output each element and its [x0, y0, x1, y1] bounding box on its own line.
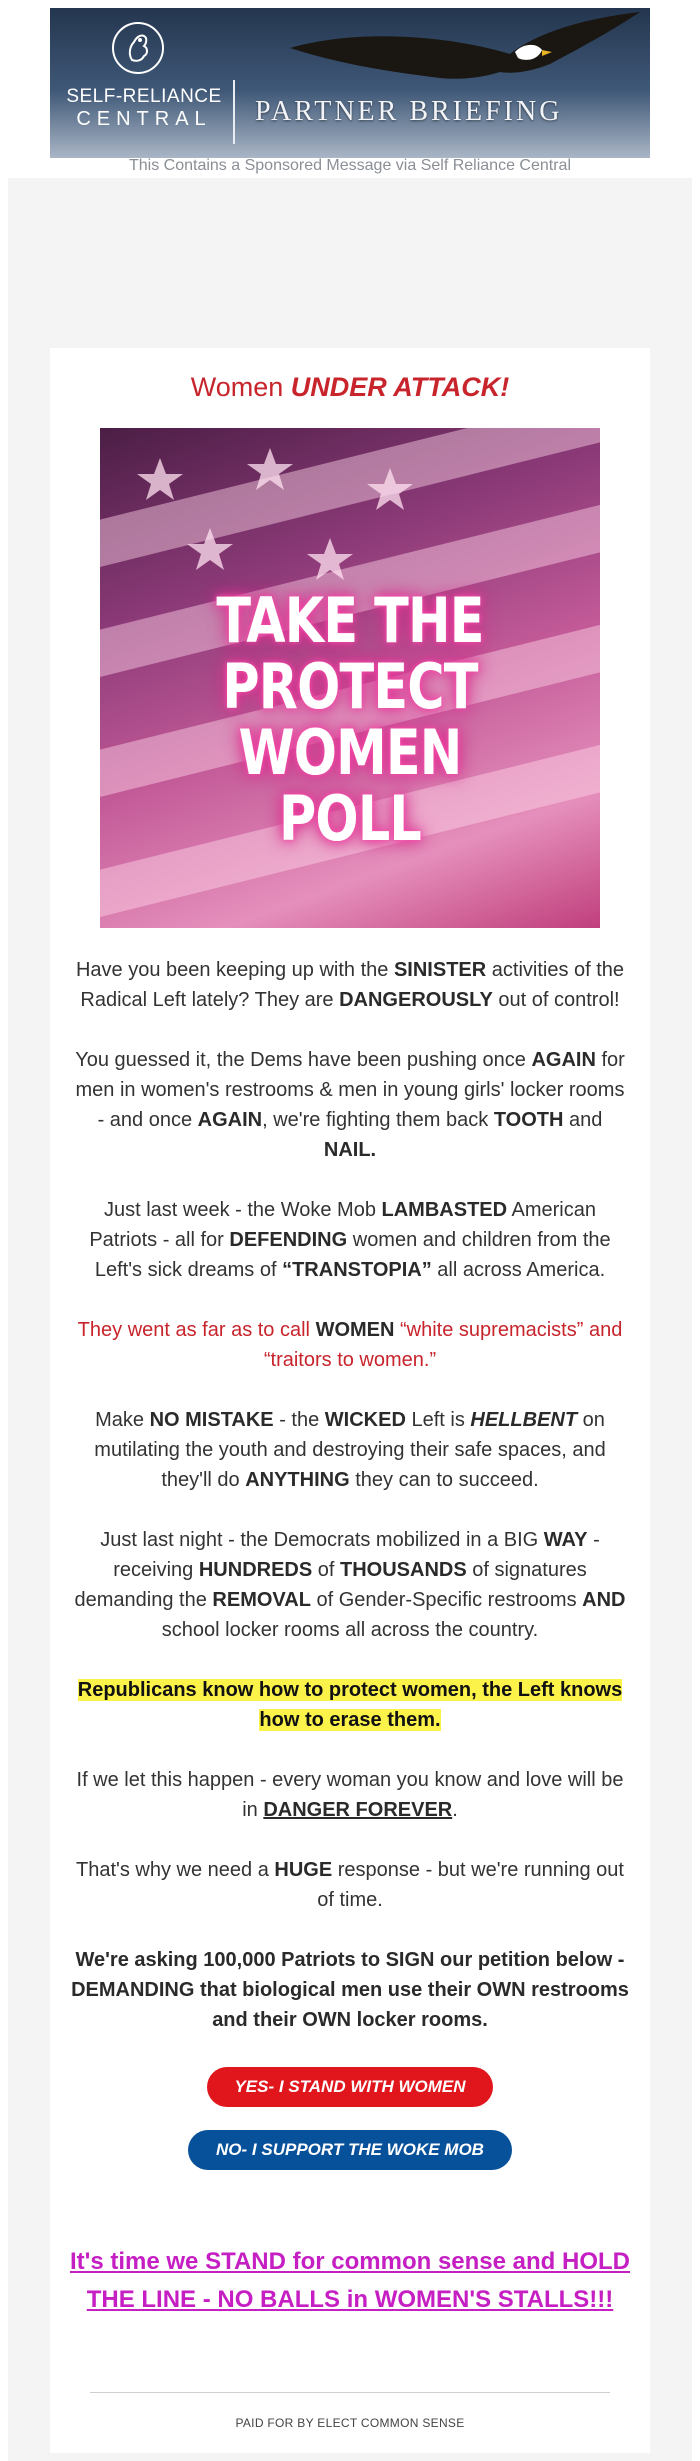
brand-name-line1: SELF-RELIANCE [66, 86, 222, 107]
yes-stand-with-women-button[interactable]: YES- I STAND WITH WOMEN [207, 2067, 493, 2107]
partner-briefing-title: PARTNER BRIEFING [255, 96, 563, 127]
sponsored-notice: This Contains a Sponsored Message via Self Reliance Central [128, 157, 571, 174]
paragraph-1: Have you been keeping up with the SINISTER activities of the Radical Left lately? They are DANGEROUSLY out of control! [75, 959, 625, 1011]
footer-disclaimer: PAID FOR BY ELECT COMMON SENSE [235, 2416, 465, 2430]
footer-divider [90, 2392, 610, 2393]
hero-title: TAKE THE PROTECT WOMEN POLL [216, 584, 484, 855]
headline: Women UNDER ATTACK! [190, 372, 510, 402]
flag-stars-icon [100, 428, 600, 608]
eagle-icon [280, 8, 650, 98]
paragraph-3: Just last week - the Woke Mob LAMBASTED American Patriots - all for DEFENDING women and children from the Left's sick dreams of “TRANSTOPIA” all across America. [89, 1199, 611, 1281]
header-banner[interactable] [50, 8, 650, 158]
brand-name-line2: CENTRAL [76, 108, 212, 130]
paragraph-8: If we let this happen - every woman you know and love will be in DANGER FOREVER. [76, 1769, 624, 1821]
paragraph-4: They went as far as to call WOMEN “white supremacists” and “traitors to women.” [77, 1319, 623, 1371]
paragraph-5: Make NO MISTAKE - the WICKED Left is HELLBENT on mutilating the youth and destroying their safe spaces, and they'll do ANYTHING they can to succeed. [94, 1409, 606, 1491]
cta-link[interactable]: It's time we STAND for common sense and HOLD THE LINE - NO BALLS in WOMEN'S STALLS!!! [69, 2248, 630, 2313]
no-support-woke-mob-button[interactable]: NO- I SUPPORT THE WOKE MOB [188, 2130, 512, 2170]
highlight-text: Republicans know how to protect women, the Left knows how to erase them. [77, 1679, 623, 1731]
hero-image[interactable] [100, 428, 600, 928]
paragraph-6: Just last night - the Democrats mobilized in a BIG WAY - receiving HUNDREDS of THOUSANDS of signatures demanding the REMOVAL of Gender-Specific restrooms AND school locker rooms all across the country. [74, 1529, 626, 1641]
brand-logo-icon [112, 22, 164, 74]
paragraph-2: You guessed it, the Dems have been pushing once AGAIN for men in women's restrooms & men in young girls' locker rooms - and once AGAIN, we're fighting them back TOOTH and NAIL. [75, 1049, 625, 1161]
paragraph-9: That's why we need a HUGE response - but we're running out of time. [76, 1859, 624, 1911]
paragraph-7 [70, 1675, 630, 1735]
banner-divider [233, 80, 235, 144]
headline-emphasis: UNDER ATTACK! [290, 372, 510, 402]
paragraph-10: We're asking 100,000 Patriots to SIGN our petition below - DEMANDING that biological men use their OWN restrooms and their OWN locker rooms. [71, 1949, 629, 2031]
